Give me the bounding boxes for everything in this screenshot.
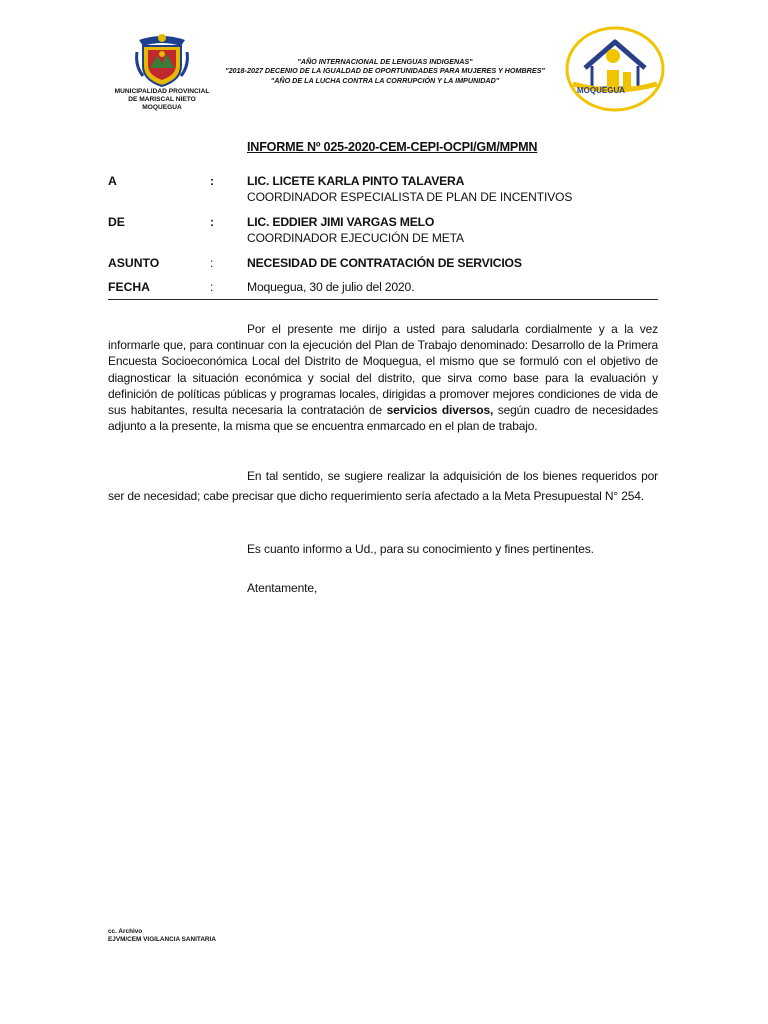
from-name: LIC. EDDIER JIMI VARGAS MELO	[247, 215, 435, 229]
reference-line: EJVM/CEM VIGILANCIA SANITARIA	[108, 936, 216, 944]
subject-colon: :	[210, 256, 214, 270]
subject-label: ASUNTO	[108, 256, 160, 270]
to-colon: :	[210, 174, 214, 188]
body-paragraph-3: Es cuanto informo a Ud., para su conocimiento y fines pertinentes.	[247, 542, 594, 556]
closing: Atentamente,	[247, 581, 318, 595]
to-role: COORDINADOR ESPECIALISTA DE PLAN DE INCENTIVOS	[247, 190, 573, 204]
municipal-crest-logo	[135, 32, 189, 88]
body-paragraph-1	[108, 321, 658, 434]
program-logo	[565, 26, 665, 112]
report-title: INFORME Nº 025-2020-CEM-CEPI-OCPI/GM/MPMN	[247, 140, 538, 154]
header-divider	[108, 299, 658, 300]
para1-bold-text: servicios diversos,	[386, 403, 494, 418]
to-name: LIC. LICETE KARLA PINTO TALAVERA	[247, 174, 465, 188]
from-role: COORDINADOR EJECUCIÓN DE META	[247, 231, 464, 245]
to-label: A	[108, 174, 117, 188]
date-colon: :	[210, 280, 214, 294]
footer-references	[108, 928, 216, 945]
from-colon: :	[210, 215, 214, 229]
date-value: Moquegua, 30 de julio del 2020.	[247, 280, 415, 294]
body-paragraph-2: En tal sentido, se sugiere realizar la adquisición de los bienes requeridos por ser de necesidad; cabe precisar que dicho requerimiento sería afectado a la Meta Presupuestal N° 254.	[108, 469, 658, 503]
para1-text-a: Por el presente me dirijo a usted para saludarla cordialmente y a la vez informarle que, para continuar con la ejecución del Plan de Trabajo denominado: Desarrollo de la Primera Encuesta Socioeconómica Local del Distrito de Moquegua, el mismo que se formuló con el objetivo de diagnosticar la situación económica y social del distrito, que sirva como base para la evaluación y definición de políticas públicas y programas locales, dirigidas a promover mejores condiciones de vida de sus habitantes, resulta necesaria la contratación de	[108, 322, 658, 418]
date-label: FECHA	[108, 280, 150, 294]
logo-text: MOQUEGUA	[577, 86, 625, 95]
municipality-name: MUNICIPALIDAD PROVINCIAL DE MARISCAL NIETO MOQUEGUA	[114, 88, 210, 112]
cc-line: cc. Archivo	[108, 928, 143, 935]
year-mottos: "AÑO INTERNACIONAL DE LENGUAS INDIGENAS" "2018-2027 DECENIO DE LA IGUALDAD DE OPORTUNIDADES PARA MUJERES Y HOMBRES" "AÑO DE LA LUCHA CONTRA LA CORRUPCIÓN Y LA IMPUNIDAD"	[225, 57, 545, 85]
subject-value: NECESIDAD DE CONTRATACIÓN DE SERVICIOS	[247, 256, 522, 270]
para1-text-b: según cuadro de necesidades adjunto a la presente, la misma que se encuentra enmarcado en el plan de trabajo.	[108, 403, 658, 434]
from-label: DE	[108, 215, 125, 229]
